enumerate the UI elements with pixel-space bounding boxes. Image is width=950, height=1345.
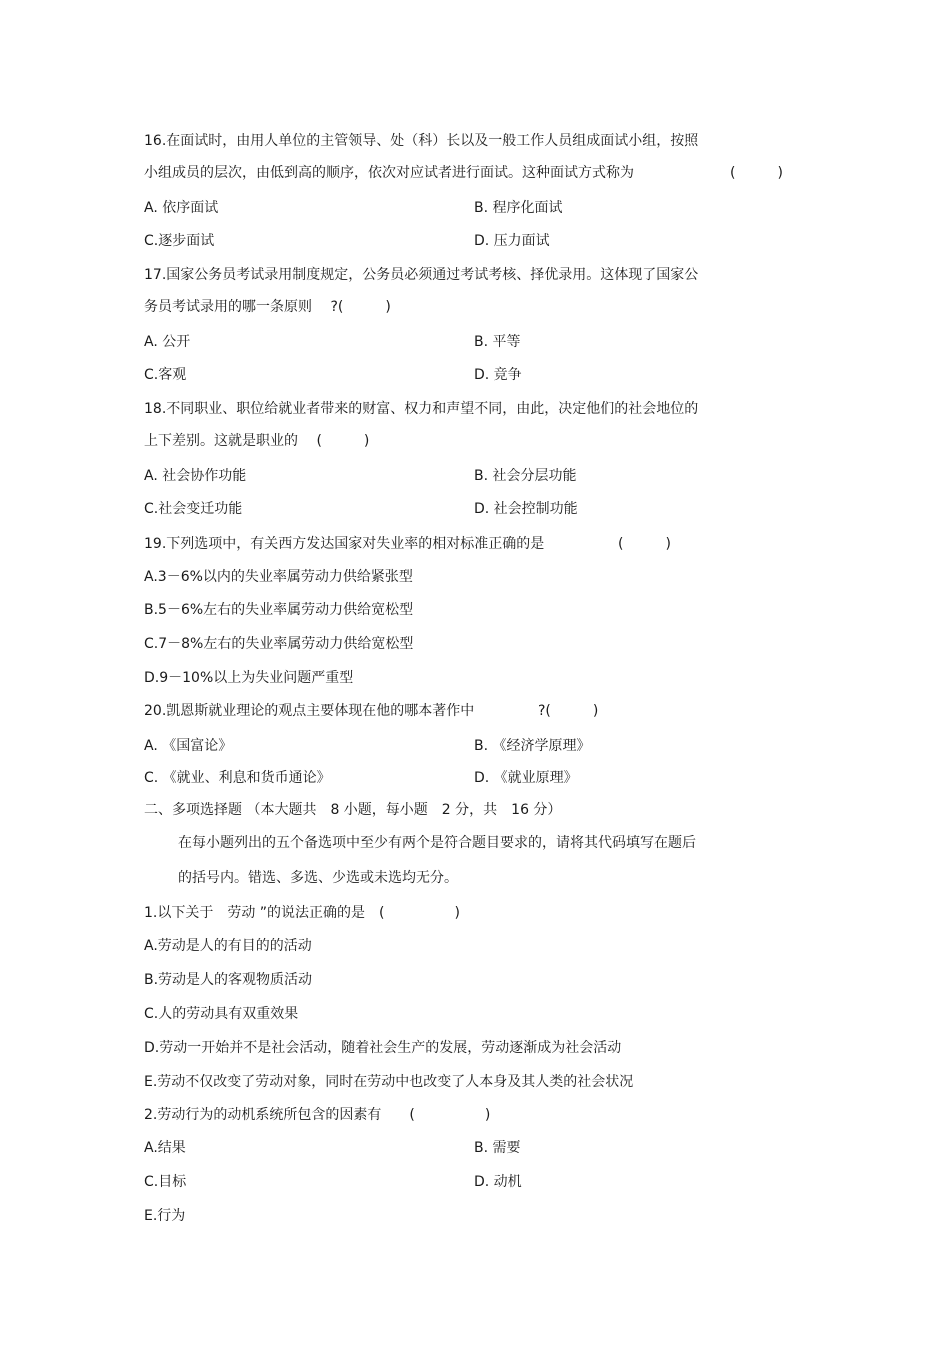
multi-option-2-a: A.结果 bbox=[144, 1140, 186, 1156]
option-17-a: A. 公开 bbox=[144, 334, 191, 350]
option-20-c: C. 《就业、利息和货币通论》 bbox=[144, 770, 331, 786]
question-16-line1: 16.在面试时，由用人单位的主管领导、处（科）长以及一般工作人员组成面试小组，按照 bbox=[144, 133, 699, 149]
multi-option-1-e: E.劳动不仅改变了劳动对象，同时在劳动中也改变了人本身及其人类的社会状况 bbox=[144, 1074, 634, 1090]
question-19-line1: 19.下列选项中，有关西方发达国家对失业率的相对标准正确的是 bbox=[144, 536, 545, 552]
multi-option-1-a: A.劳动是人的有目的的活动 bbox=[144, 938, 312, 954]
option-19-d: D.9－10%以上为失业问题严重型 bbox=[144, 670, 354, 686]
question-16-answer-paren: ( ) bbox=[730, 165, 783, 181]
multi-option-2-c: C.目标 bbox=[144, 1174, 187, 1190]
section-2-instruction-line2: 的括号内。错选、多选、少选或未选均无分。 bbox=[178, 870, 458, 886]
option-16-c: C.逐步面试 bbox=[144, 233, 215, 249]
option-20-a: A. 《国富论》 bbox=[144, 738, 233, 754]
option-17-d: D. 竞争 bbox=[474, 367, 522, 383]
option-16-b: B. 程序化面试 bbox=[474, 200, 563, 216]
question-20-line1: 20.凯恩斯就业理论的观点主要体现在他的哪本著作中 bbox=[144, 703, 475, 719]
option-17-b: B. 平等 bbox=[474, 334, 521, 350]
multi-question-2-line1: 2.劳动行为的动机系统所包含的因素有 ( ) bbox=[144, 1107, 491, 1123]
section-2-instruction-line1: 在每小题列出的五个备选项中至少有两个是符合题目要求的，请将其代码填写在题后 bbox=[178, 835, 696, 851]
option-17-c: C.客观 bbox=[144, 367, 187, 383]
multi-option-1-d: D.劳动一开始并不是社会活动，随着社会生产的发展，劳动逐渐成为社会活动 bbox=[144, 1040, 622, 1056]
option-18-d: D. 社会控制功能 bbox=[474, 501, 578, 517]
question-17-line2: 务员考试录用的哪一条原则 ?( ) bbox=[144, 299, 391, 315]
question-18-line2: 上下差别。这就是职业的 ( ) bbox=[144, 433, 370, 449]
option-19-a: A.3－6%以内的失业率属劳动力供给紧张型 bbox=[144, 569, 413, 585]
multi-option-2-d: D. 动机 bbox=[474, 1174, 522, 1190]
question-19-answer-paren: ( ) bbox=[618, 536, 671, 552]
multi-option-2-e: E.行为 bbox=[144, 1208, 186, 1224]
multi-option-1-b: B.劳动是人的客观物质活动 bbox=[144, 972, 313, 988]
question-16-line2: 小组成员的层次，由低到高的顺序，依次对应试者进行面试。这种面试方式称为 bbox=[144, 165, 634, 181]
option-16-d: D. 压力面试 bbox=[474, 233, 550, 249]
multi-option-2-b: B. 需要 bbox=[474, 1140, 521, 1156]
section-2-heading: 二、多项选择题 （本大题共 8 小题，每小题 2 分，共 16 分） bbox=[144, 802, 562, 818]
option-20-b: B. 《经济学原理》 bbox=[474, 738, 591, 754]
option-16-a: A. 依序面试 bbox=[144, 200, 219, 216]
multi-option-1-c: C.人的劳动具有双重效果 bbox=[144, 1006, 299, 1022]
option-18-a: A. 社会协作功能 bbox=[144, 468, 247, 484]
question-20-answer-paren: ?( ) bbox=[538, 703, 599, 719]
option-19-c: C.7－8%左右的失业率属劳动力供给宽松型 bbox=[144, 636, 414, 652]
option-20-d: D. 《就业原理》 bbox=[474, 770, 578, 786]
option-19-b: B.5－6%左右的失业率属劳动力供给宽松型 bbox=[144, 602, 414, 618]
option-18-b: B. 社会分层功能 bbox=[474, 468, 577, 484]
question-18-line1: 18.不同职业、职位给就业者带来的财富、权力和声望不同，由此，决定他们的社会地位的 bbox=[144, 401, 699, 417]
question-17-line1: 17.国家公务员考试录用制度规定，公务员必须通过考试考核、择优录用。这体现了国家公 bbox=[144, 267, 699, 283]
option-18-c: C.社会变迁功能 bbox=[144, 501, 243, 517]
multi-question-1-line1: 1.以下关于 劳动 ”的说法正确的是 ( ) bbox=[144, 905, 460, 921]
